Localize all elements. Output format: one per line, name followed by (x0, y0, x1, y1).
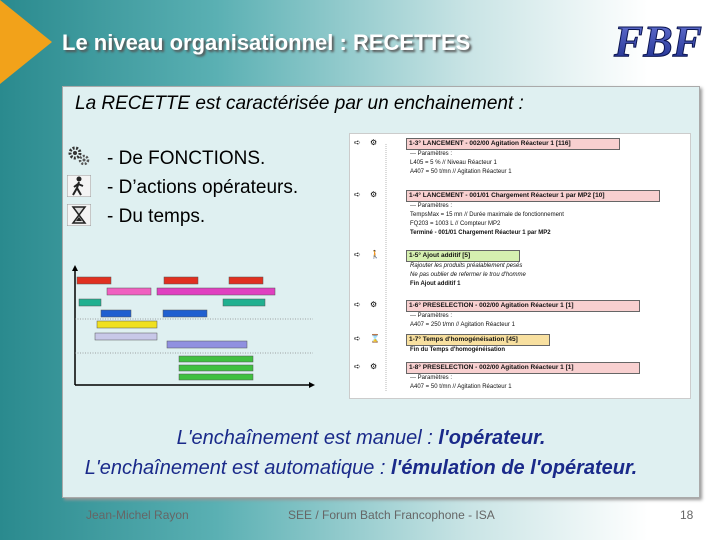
gantt-bar (163, 310, 207, 317)
gantt-bar (223, 299, 265, 306)
gantt-bar (95, 333, 157, 340)
gears-icon: ⚙ (370, 300, 378, 309)
slide-body (62, 86, 700, 498)
logo-text: FBF (613, 17, 703, 66)
gantt-bar (79, 299, 101, 306)
step-line: Ne pas oublier de refermer le trou d'homme (410, 272, 526, 278)
orange-arrow-icon (0, 0, 52, 84)
arrow-right-icon: ➪ (354, 250, 361, 259)
step-line: TempsMax = 15 mn // Durée maximale de fonctionnement (410, 212, 564, 218)
gantt-bar (101, 310, 131, 317)
gantt-bar (97, 321, 157, 328)
conclusion-manual-emphasis: l'opérateur. (438, 427, 546, 449)
step-line: A407 = 50 t/mn // Agitation Réacteur 1 (410, 169, 512, 175)
step-header: 1-5° Ajout additif [5] (406, 250, 520, 262)
gears-icon: ⚙ (370, 362, 378, 371)
arrow-right-icon: ➪ (354, 138, 361, 147)
step-line: A407 = 50 t/mn // Agitation Réacteur 1 (410, 384, 512, 390)
step-line: Rajouter les produits préalablement pesés (410, 263, 523, 269)
gears-icon (67, 145, 91, 167)
recipe-screenshot (349, 133, 691, 399)
gantt-bar (179, 365, 253, 371)
arrow-right-icon: ➪ (354, 362, 361, 371)
step-line: Fin du Temps d'homogénéisation (410, 347, 505, 353)
arrow-right-icon: ➪ (354, 300, 361, 309)
gantt-bar (157, 288, 275, 295)
fbf-logo (608, 14, 708, 66)
gears-icon: ⚙ (370, 190, 378, 199)
step-line: L405 = 5 % // Niveau Réacteur 1 (410, 160, 497, 166)
walking-person-icon: 🚶 (370, 250, 380, 259)
conclusion-automatic-prefix: L'enchaînement est automatique : (84, 457, 391, 479)
footer-event: SEE / Forum Batch Francophone - ISA (288, 508, 495, 522)
walking-person-icon (67, 175, 91, 197)
gantt-bar (107, 288, 151, 295)
step-line: A407 = 250 t/mn // Agitation Réacteur 1 (410, 322, 515, 328)
hourglass-icon (67, 204, 91, 226)
footer-page-number: 18 (680, 508, 694, 522)
bullet-time: - Du temps. (107, 206, 206, 227)
conclusion-manual (1, 427, 720, 450)
gantt-bar (229, 277, 263, 284)
step-line: --- Paramètres : (410, 375, 453, 381)
gantt-bar (179, 356, 253, 362)
gears-icon: ⚙ (370, 138, 378, 147)
slide-header (0, 0, 720, 90)
gantt-diagram (69, 263, 319, 391)
step-header: 1-3° LANCEMENT - 002/00 Agitation Réacteur 1 [116] (406, 138, 620, 150)
step-header: 1-8° PRESELECTION - 002/00 Agitation Réacteur 1 [1] (406, 362, 640, 374)
step-line: --- Paramètres : (410, 203, 453, 209)
arrow-right-icon: ➪ (354, 190, 361, 199)
hourglass-icon: ⌛ (370, 334, 380, 343)
step-line: FQ203 = 1003 L // Compteur MP2 (410, 221, 501, 227)
gantt-bars (77, 277, 275, 380)
arrow-right-icon: ➪ (354, 334, 361, 343)
step-line: --- Paramètres : (410, 313, 453, 319)
intro-text: La RECETTE est caractérisée par un enchainement : (75, 93, 524, 114)
footer-author: Jean-Michel Rayon (86, 508, 189, 522)
bullet-functions: - De FONCTIONS. (107, 148, 266, 169)
gantt-bar (167, 341, 247, 348)
gantt-bar (179, 374, 253, 380)
step-header: 1-7° Temps d'homogénéisation [45] (406, 334, 550, 346)
step-header: 1-4° LANCEMENT - 001/01 Chargement Réacteur 1 par MP2 [10] (406, 190, 660, 202)
gantt-bar (164, 277, 198, 284)
step-line: Fin Ajout additif 1 (410, 281, 461, 287)
conclusion-automatic-emphasis: l'émulation de l'opérateur. (391, 457, 638, 479)
gantt-bar (77, 277, 111, 284)
conclusion-automatic (1, 457, 720, 480)
bullet-operator-actions: - D’actions opérateurs. (107, 177, 299, 198)
step-header: 1-6° PRESELECTION - 002/00 Agitation Réacteur 1 [1] (406, 300, 640, 312)
conclusion-manual-prefix: L'enchaînement est manuel : (176, 427, 439, 449)
step-line: Terminé - 001/01 Chargement Réacteur 1 par MP2 (410, 230, 551, 236)
step-line: --- Paramètres : (410, 151, 453, 157)
slide-title: Le niveau organisationnel : RECETTES (62, 30, 471, 55)
